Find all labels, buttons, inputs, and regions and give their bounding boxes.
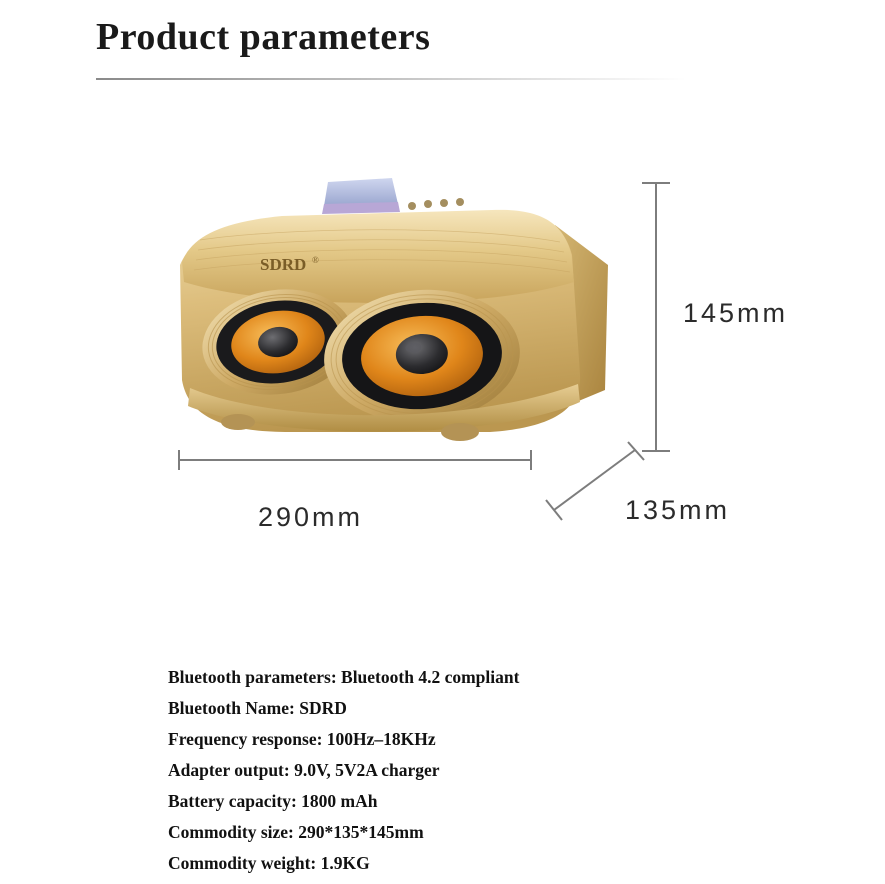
spec-item-adapter-output: Adapter output: 9.0V, 5V2A charger bbox=[168, 760, 440, 780]
page-title: Product parameters bbox=[96, 16, 431, 58]
width-dim-line bbox=[178, 459, 532, 461]
width-dim-label: 290mm bbox=[258, 502, 364, 532]
title-divider bbox=[96, 78, 686, 80]
height-dim-label: 145mm bbox=[683, 298, 789, 328]
height-dim-line bbox=[655, 182, 657, 452]
spec-item-bluetooth-name: Bluetooth Name: SDRD bbox=[168, 698, 347, 718]
width-dim-cap-right bbox=[530, 450, 532, 470]
width-dim-cap-left bbox=[178, 450, 180, 470]
spec-item-frequency-response: Frequency response: 100Hz–18KHz bbox=[168, 729, 436, 749]
spec-item-commodity-size: Commodity size: 290*135*145mm bbox=[168, 822, 424, 842]
spec-item-bluetooth-parameters: Bluetooth parameters: Bluetooth 4.2 compliant bbox=[168, 667, 520, 687]
svg-text:SDRD: SDRD bbox=[260, 255, 307, 274]
spec-item-battery-capacity: Battery capacity: 1800 mAh bbox=[168, 791, 378, 811]
svg-text:®: ® bbox=[312, 255, 319, 265]
depth-dim-label: 135mm bbox=[625, 495, 731, 525]
page-header bbox=[96, 12, 796, 62]
specification-list bbox=[168, 662, 808, 879]
spec-item-commodity-weight: Commodity weight: 1.9KG bbox=[168, 853, 370, 873]
height-dim-cap-top bbox=[642, 182, 670, 184]
speaker-image bbox=[160, 170, 630, 470]
product-illustration bbox=[0, 120, 885, 570]
